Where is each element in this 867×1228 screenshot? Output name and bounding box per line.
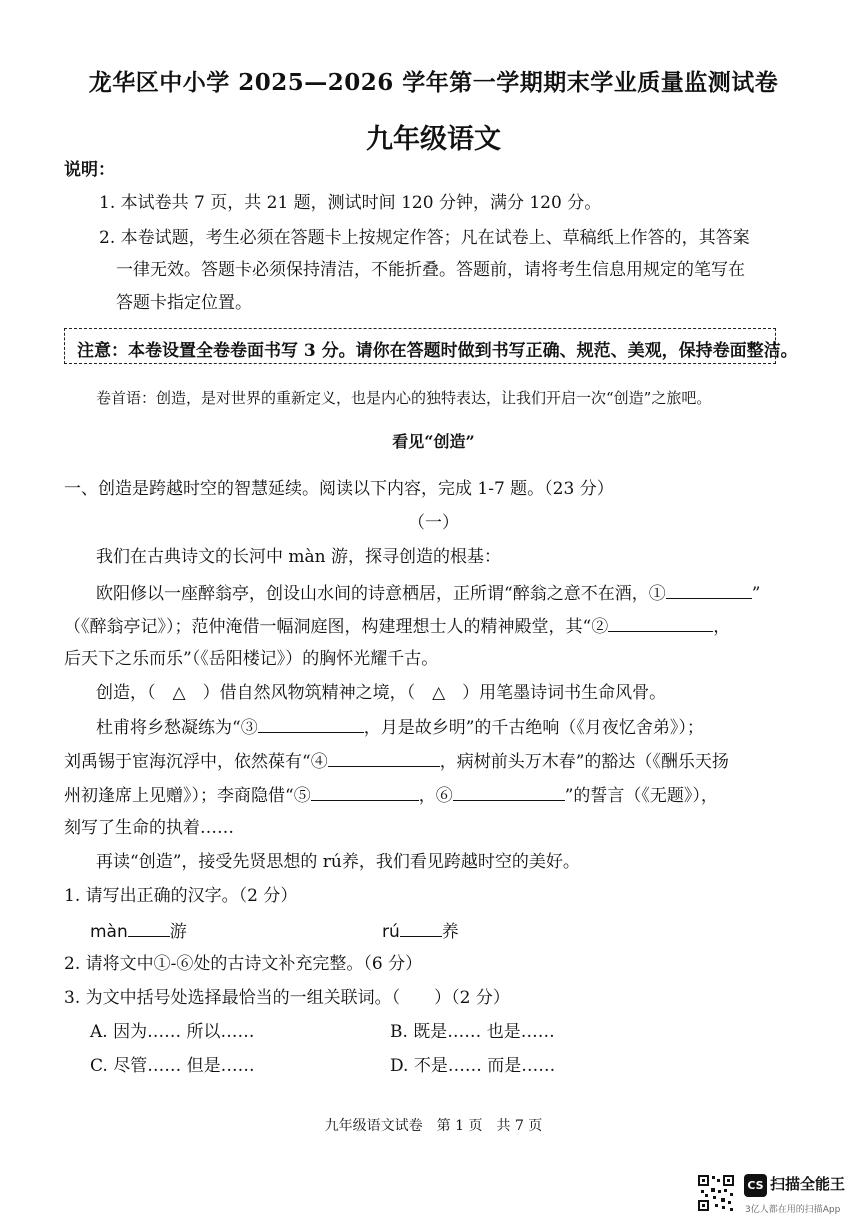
part-1-sub-heading: （一） [408, 513, 459, 533]
paragraph-2-line-3: 后天下之乐而乐”（《岳阳楼记》）的胸怀光耀千古。 [64, 649, 439, 669]
question-3: 3. 为文中括号处选择最恰当的一组关联词。（ ）（2 分） [64, 988, 510, 1008]
option-d: D. 不是…… 而是…… [390, 1056, 556, 1076]
page-footer: 九年级语文试卷 第 1 页 共 7 页 [324, 1118, 543, 1134]
instruction-item-2-line-3: 答题卡指定位置。 [116, 293, 252, 313]
paragraph-4-line-1: 杜甫将乡愁凝练为“③ ，月是故乡明”的千古绝响（《月夜忆舍弟》）； [96, 718, 704, 738]
paragraph-4-line-2: 刘禹锡于宦海沉浮中，依然葆有“④ ，病树前头万木春”的豁达（《酬乐天扬 [64, 752, 729, 772]
question-2: 2. 请将文中①-⑥处的古诗文补充完整。（6 分） [64, 954, 423, 974]
option-a: A. 因为…… 所以…… [90, 1022, 255, 1042]
paragraph-4-line-4: 刻写了生命的执着…… [64, 818, 234, 838]
scanner-logo-icon: CS [744, 1174, 767, 1197]
qr-code-icon [697, 1174, 735, 1212]
answer-blank-5[interactable] [311, 784, 419, 801]
answer-blank-man[interactable] [128, 920, 170, 937]
question-1-item-2: rú 养 [382, 922, 459, 942]
answer-blank-6[interactable] [453, 784, 565, 801]
scanner-brand: 扫描全能王 [770, 1175, 846, 1193]
section-title: 看见“创造” [392, 432, 475, 451]
instructions-label: 说明： [64, 160, 115, 180]
answer-blank-3[interactable] [258, 716, 364, 733]
answer-blank-1[interactable] [666, 582, 752, 599]
paragraph-2-line-1: 欧阳修以一座醉翁亭，创设山水间的诗意栖居，正所谓“醉翁之意不在酒，① ” [96, 584, 761, 604]
preface: 卷首语：创造，是对世界的重新定义，也是内心的独特表达，让我们开启一次“创造”之旅吧。 [96, 389, 712, 407]
question-1: 1. 请写出正确的汉字。（2 分） [64, 886, 298, 906]
paragraph-5: 再读“创造”，接受先贤思想的 rú养，我们看见跨越时空的美好。 [96, 852, 580, 872]
part-1-heading: 一、创造是跨越时空的智慧延续。阅读以下内容，完成 1-7 题。（23 分） [64, 479, 614, 499]
exam-subtitle: 九年级语文 [366, 124, 501, 155]
option-c: C. 尽管…… 但是…… [90, 1056, 255, 1076]
instruction-item-1: 1. 本试卷共 7 页，共 21 题，测试时间 120 分钟，满分 120 分。 [99, 193, 602, 213]
instruction-item-2-line-2: 一律无效。答题卡必须保持清洁，不能折叠。答题前，请将考生信息用规定的笔写在 [116, 260, 745, 280]
paragraph-1: 我们在古典诗文的长河中 màn 游，探寻创造的根基： [96, 547, 502, 567]
instruction-item-2-line-1: 2. 本卷试题，考生必须在答题卡上按规定作答；凡在试卷上、草稿纸上作答的，其答案 [99, 228, 750, 248]
question-1-item-1: màn 游 [90, 922, 187, 942]
answer-blank-4[interactable] [328, 750, 440, 767]
notice-box: 注意：本卷设置全卷卷面书写 3 分。请你在答题时做到书写正确、规范、美观，保持卷面整洁。 [64, 328, 776, 364]
paragraph-2-line-2: （《醉翁亭记》）；范仲淹借一幅洞庭图，构建理想士人的精神殿堂，其“② ， [64, 617, 731, 637]
option-b: B. 既是…… 也是…… [390, 1022, 555, 1042]
paragraph-4-line-3: 州初逢席上见赠》）；李商隐借“⑤ ，⑥ ”的誓言（《无题》）， [64, 786, 718, 806]
paragraph-3: 创造，（ △ ）借自然风物筑精神之境，（ △ ）用笔墨诗词书生命风骨。 [96, 683, 667, 703]
exam-title: 龙华区中小学 2025—2026 学年第一学期期末学业质量监测试卷 [88, 69, 779, 96]
scanner-tagline: 3亿人都在用的扫描App [745, 1205, 841, 1215]
answer-blank-2[interactable] [608, 615, 713, 632]
answer-blank-ru[interactable] [400, 920, 442, 937]
